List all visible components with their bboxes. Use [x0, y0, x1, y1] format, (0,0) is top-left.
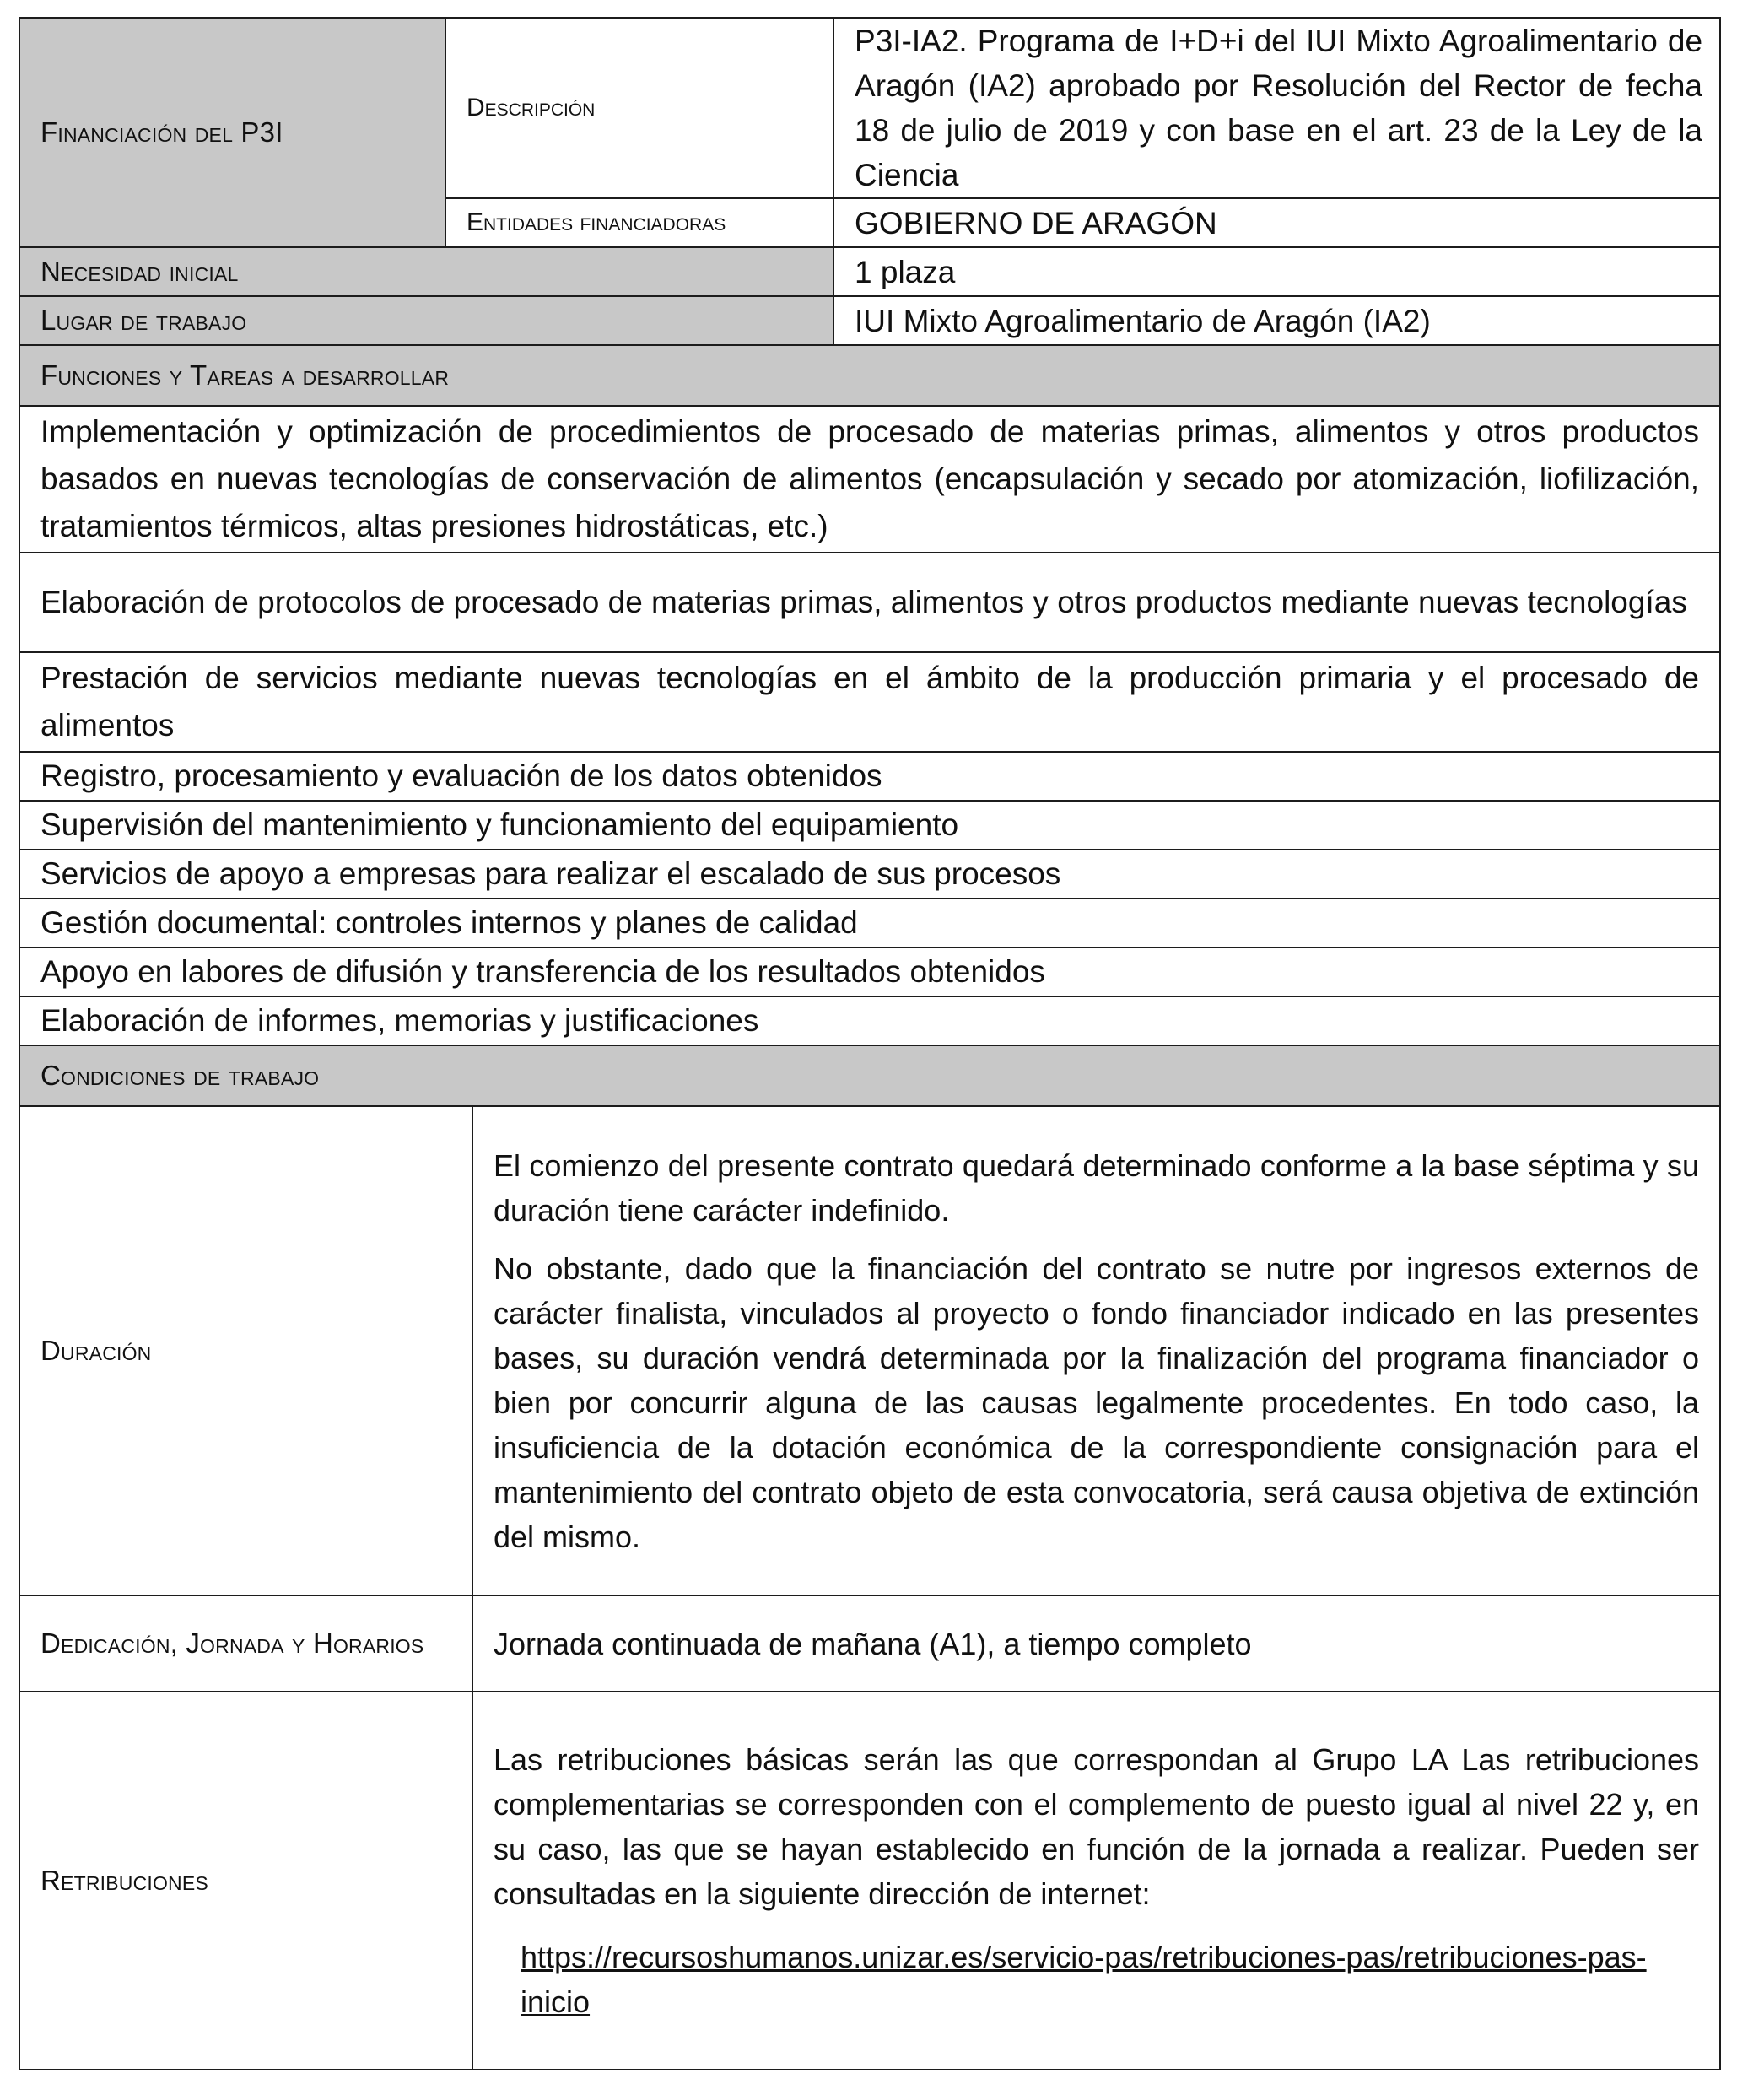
condiciones-label: Condiciones de trabajo [19, 1045, 1720, 1106]
retribuciones-label: Retribuciones [19, 1692, 472, 2070]
row-condiciones-header [19, 1045, 1720, 1106]
necesidad-value: 1 plaza [833, 247, 1720, 296]
descripcion-value: P3I-IA2. Programa de I+D+i del IUI Mixto Agroalimentario de Aragón (IA2) aprobado por Resolución del Rector de fecha 18 de julio de 2019 y con base en el art. 23 de la Ley de la Ciencia [833, 18, 1720, 198]
task-item: Implementación y optimización de procedimientos de procesado de materias primas, alimentos y otros productos basados en nuevas tecnologías de conservación de alimentos (encapsulación y secado por atomización, liofilización, tratamientos térmicos, altas presiones hidrostáticas, etc.) [19, 406, 1720, 553]
task-row [19, 801, 1720, 850]
row-lugar [19, 296, 1720, 345]
row-funciones-header [19, 345, 1720, 406]
row-duracion [19, 1106, 1720, 1595]
row-retribuciones [19, 1692, 1720, 2070]
retribuciones-text: Las retribuciones básicas serán las que correspondan al Grupo LA Las retribuciones complementarias se corresponden con el complemento de puesto igual al nivel 22 y, en su caso, las que se hayan establecido en función de la jornada a realizar. Pueden ser consultadas en la siguiente dirección de internet: [494, 1742, 1700, 1911]
task-row [19, 850, 1720, 899]
task-item: Gestión documental: controles internos y planes de calidad [19, 899, 1720, 947]
task-row [19, 947, 1720, 996]
retribuciones-value [472, 1692, 1720, 2070]
duracion-paragraph-1: El comienzo del presente contrato quedará determinado conforme a la base séptima y su duración tiene carácter indefinido. [494, 1147, 1700, 1228]
task-row [19, 553, 1720, 652]
retribuciones-link[interactable]: https://recursoshumanos.unizar.es/servicio-pas/retribuciones-pas/retribuciones-pas-inicio [521, 1940, 1647, 2019]
lugar-label: Lugar de trabajo [19, 296, 833, 345]
dedicacion-value: Jornada continuada de mañana (A1), a tiempo completo [472, 1595, 1720, 1692]
task-item: Prestación de servicios mediante nuevas tecnologías en el ámbito de la producción primaria y el procesado de alimentos [19, 652, 1720, 752]
job-offer-table [19, 17, 1721, 2070]
task-item: Supervisión del mantenimiento y funcionamiento del equipamiento [19, 801, 1720, 850]
task-item: Apoyo en labores de difusión y transferencia de los resultados obtenidos [19, 947, 1720, 996]
funciones-label: Funciones y Tareas a desarrollar [19, 345, 1720, 406]
task-row [19, 752, 1720, 801]
row-financiacion-descripcion [19, 18, 1720, 198]
financiacion-label: Financiación del P3I [19, 18, 445, 247]
task-item: Elaboración de informes, memorias y justificaciones [19, 996, 1720, 1045]
entidades-label: Entidades financiadoras [445, 198, 833, 247]
lugar-value: IUI Mixto Agroalimentario de Aragón (IA2) [833, 296, 1720, 345]
necesidad-label: Necesidad inicial [19, 247, 833, 296]
duracion-value [472, 1106, 1720, 1595]
task-row [19, 652, 1720, 752]
task-row [19, 899, 1720, 947]
task-row [19, 406, 1720, 553]
row-necesidad [19, 247, 1720, 296]
task-item: Registro, procesamiento y evaluación de los datos obtenidos [19, 752, 1720, 801]
duracion-paragraph-2: No obstante, dado que la financiación del contrato se nutre por ingresos externos de carácter finalista, vinculados al proyecto o fondo financiador indicado en las presentes bases, su duración vendrá determinada por la finalización del programa financiador o bien por concurrir alguna de las causas legalmente procedentes. En todo caso, la insuficiencia de la dotación económica de la correspondiente consignación para el mantenimiento del contrato objeto de esta convocatoria, será causa objetiva de extinción del mismo. [494, 1250, 1700, 1554]
task-item: Servicios de apoyo a empresas para realizar el escalado de sus procesos [19, 850, 1720, 899]
entidades-value: GOBIERNO DE ARAGÓN [833, 198, 1720, 247]
dedicacion-label: Dedicación, Jornada y Horarios [19, 1595, 472, 1692]
row-dedicacion [19, 1595, 1720, 1692]
descripcion-label: Descripción [445, 18, 833, 198]
duracion-label: Duración [19, 1106, 472, 1595]
task-item: Elaboración de protocolos de procesado de materias primas, alimentos y otros productos mediante nuevas tecnologías [19, 553, 1720, 652]
task-row [19, 996, 1720, 1045]
